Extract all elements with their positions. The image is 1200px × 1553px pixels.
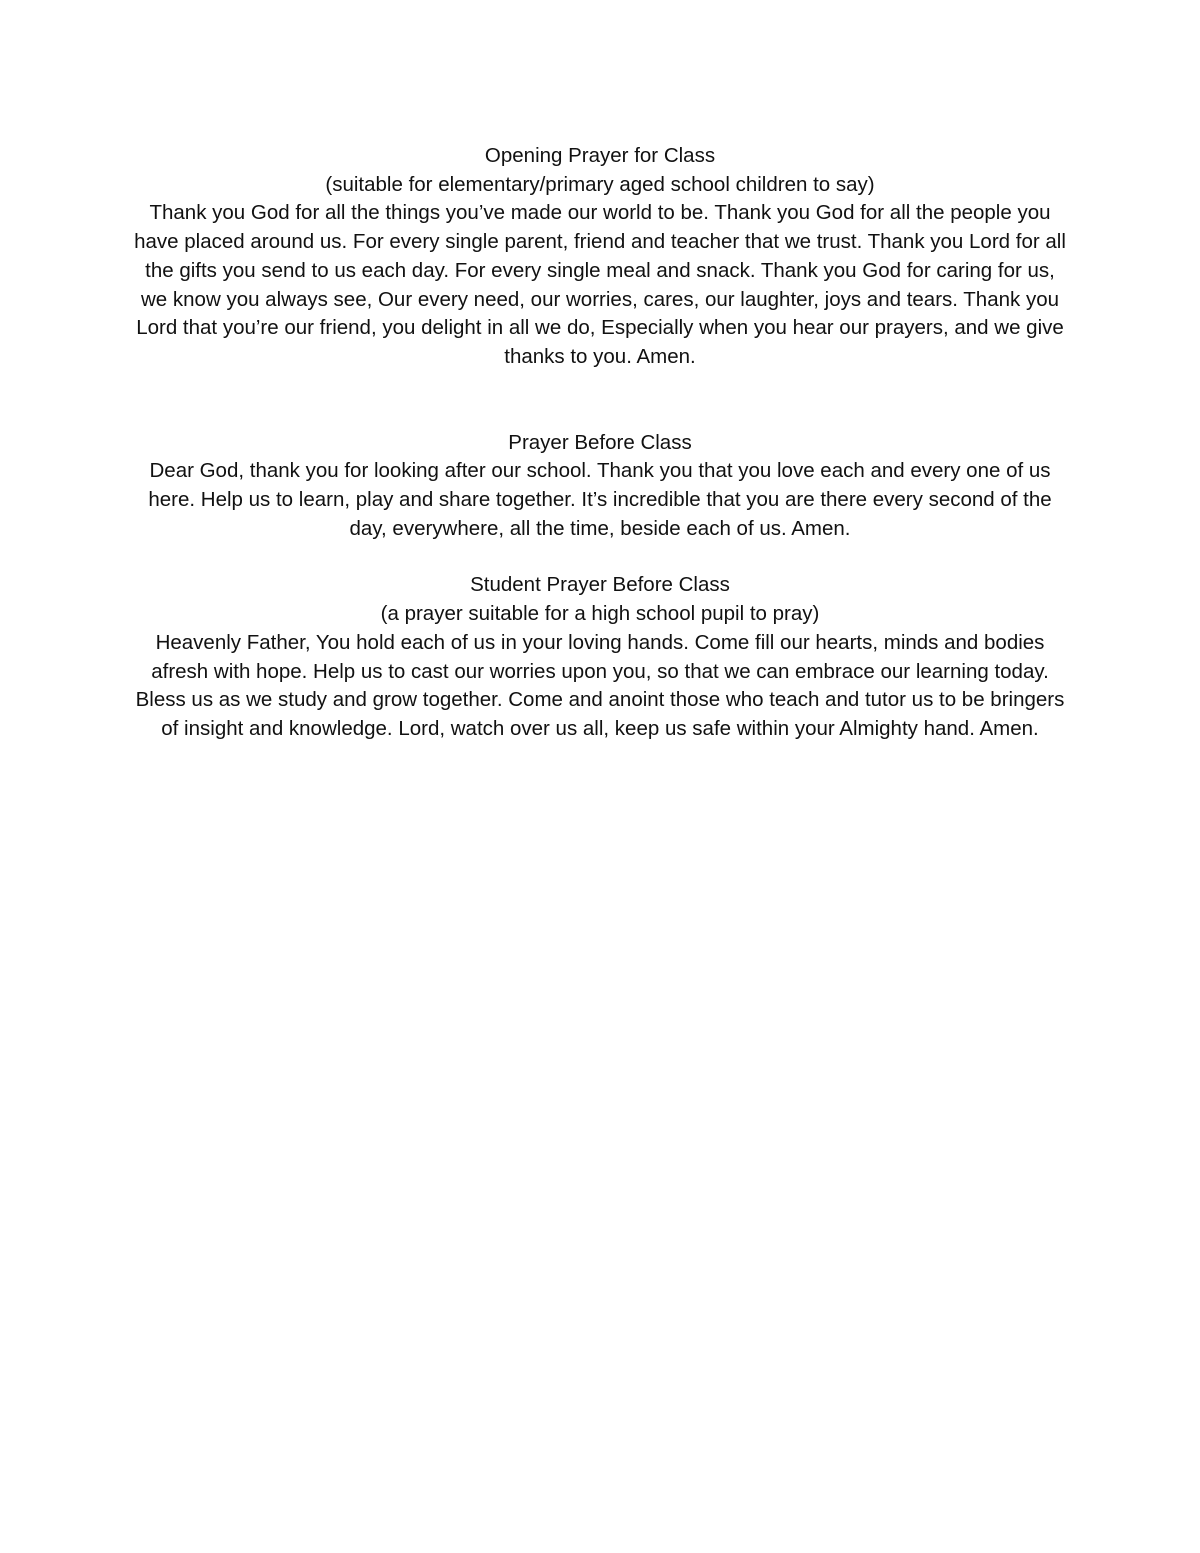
document-content	[130, 142, 1070, 744]
section-body: Heavenly Father, You hold each of us in your loving hands. Come fill our hearts, minds and bodies afresh with hope. Help us to cast our worries upon you, so that we can embrace our learning today. Bless us as we study and grow together. Come and anoint those who teach and tutor us to be bringers of insight and knowledge. Lord, watch over us all, keep us safe within your Almighty hand. Amen.	[135, 630, 1065, 740]
section-spacer	[130, 372, 1070, 429]
section-spacer	[130, 543, 1070, 571]
student-prayer-section	[130, 571, 1070, 743]
opening-prayer-section	[130, 142, 1070, 372]
section-title: Prayer Before Class	[508, 430, 692, 454]
section-title: Student Prayer Before Class	[470, 573, 730, 597]
section-subtitle: (a prayer suitable for a high school pupil to pray)	[380, 602, 820, 626]
section-body: Thank you God for all the things you’ve made our world to be. Thank you God for all the people you have placed around us. For every single parent, friend and teacher that we trust. Thank you Lord for all the gifts you send to us each day. For every single meal and snack. Thank you God for caring for us, we know you always see, Our every need, our worries, cares, our laughter, joys and tears. Thank you Lord that you’re our friend, you delight in all we do, Especially when you hear our prayers, and we give thanks to you. Amen.	[134, 201, 1066, 368]
section-title: Opening Prayer for Class	[484, 144, 716, 167]
section-body: Dear God, thank you for looking after our school. Thank you that you love each and every one of us here. Help us to learn, play and share together. It’s incredible that you are there every second of the day, everywhere, all the time, beside each of us. Amen.	[148, 459, 1052, 540]
prayer-before-class-section	[130, 429, 1070, 544]
section-subtitle: (suitable for elementary/primary aged school children to say)	[325, 172, 875, 196]
